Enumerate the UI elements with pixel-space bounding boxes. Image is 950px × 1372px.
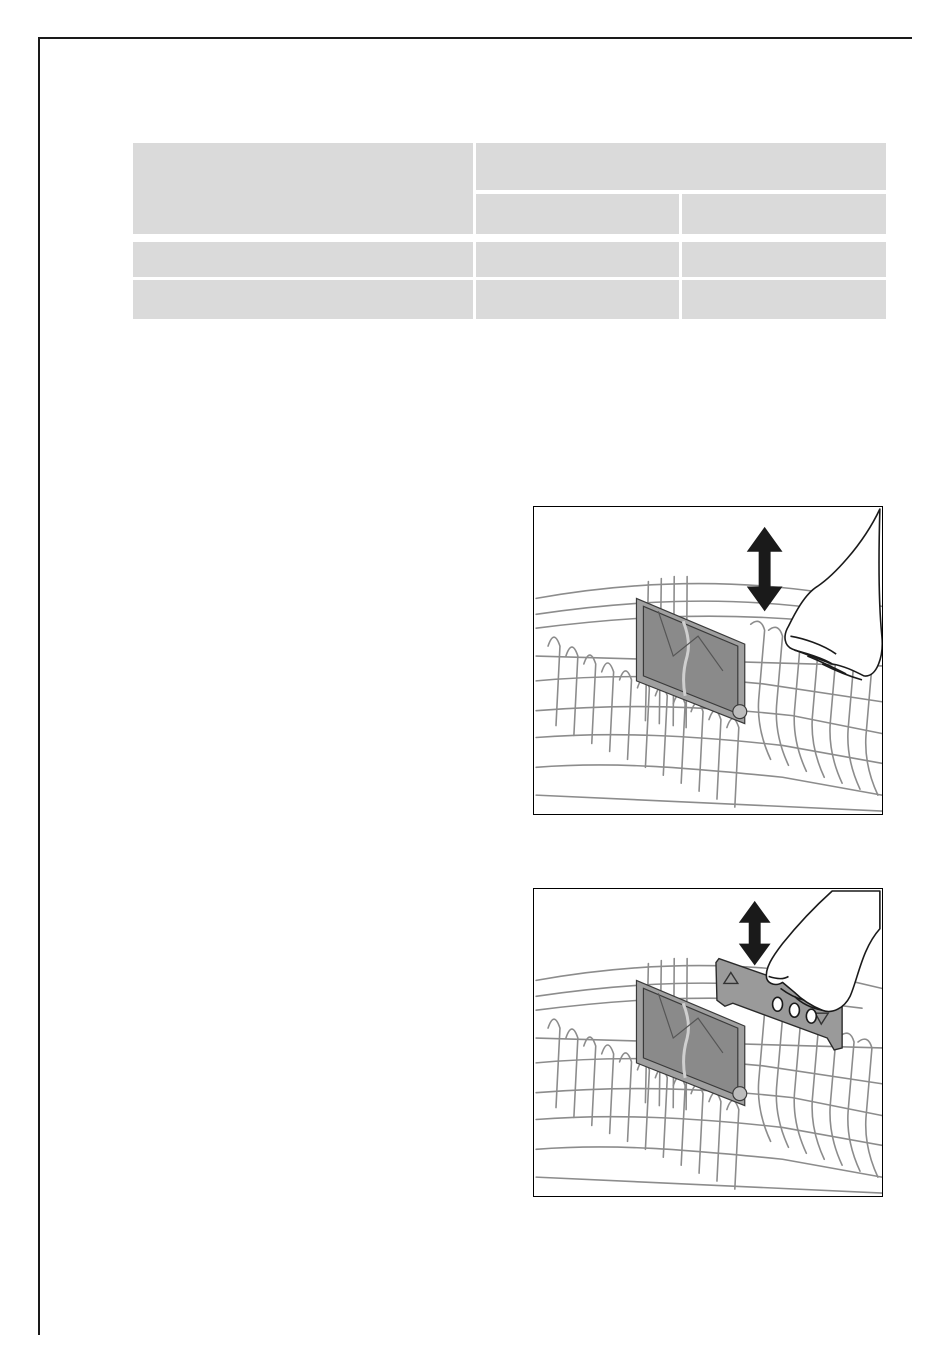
table-row-2-cell-1 <box>133 280 473 319</box>
figure-rack-adjust-hand <box>533 506 883 815</box>
page-frame-top <box>38 37 912 39</box>
table-header-sub-1 <box>476 194 679 234</box>
table-row-1-cell-1 <box>133 242 473 277</box>
table-header-group <box>476 143 886 190</box>
table-row-1-cell-2 <box>476 242 679 277</box>
page-frame-left <box>38 37 40 1335</box>
table-row-2-cell-3 <box>682 280 886 319</box>
up-down-arrow-icon <box>739 901 771 966</box>
table-row-1-cell-3 <box>682 242 886 277</box>
rack-adjuster-part <box>636 598 746 723</box>
figure-rack-adjust-tool <box>533 888 883 1197</box>
rack-illustration-2 <box>534 889 882 1196</box>
spec-table <box>133 143 886 319</box>
rack-illustration-1 <box>534 507 882 814</box>
table-row-2-cell-2 <box>476 280 679 319</box>
table-header-sub-2 <box>682 194 886 234</box>
up-down-arrow-icon <box>747 527 783 611</box>
table-header-main <box>133 143 473 234</box>
